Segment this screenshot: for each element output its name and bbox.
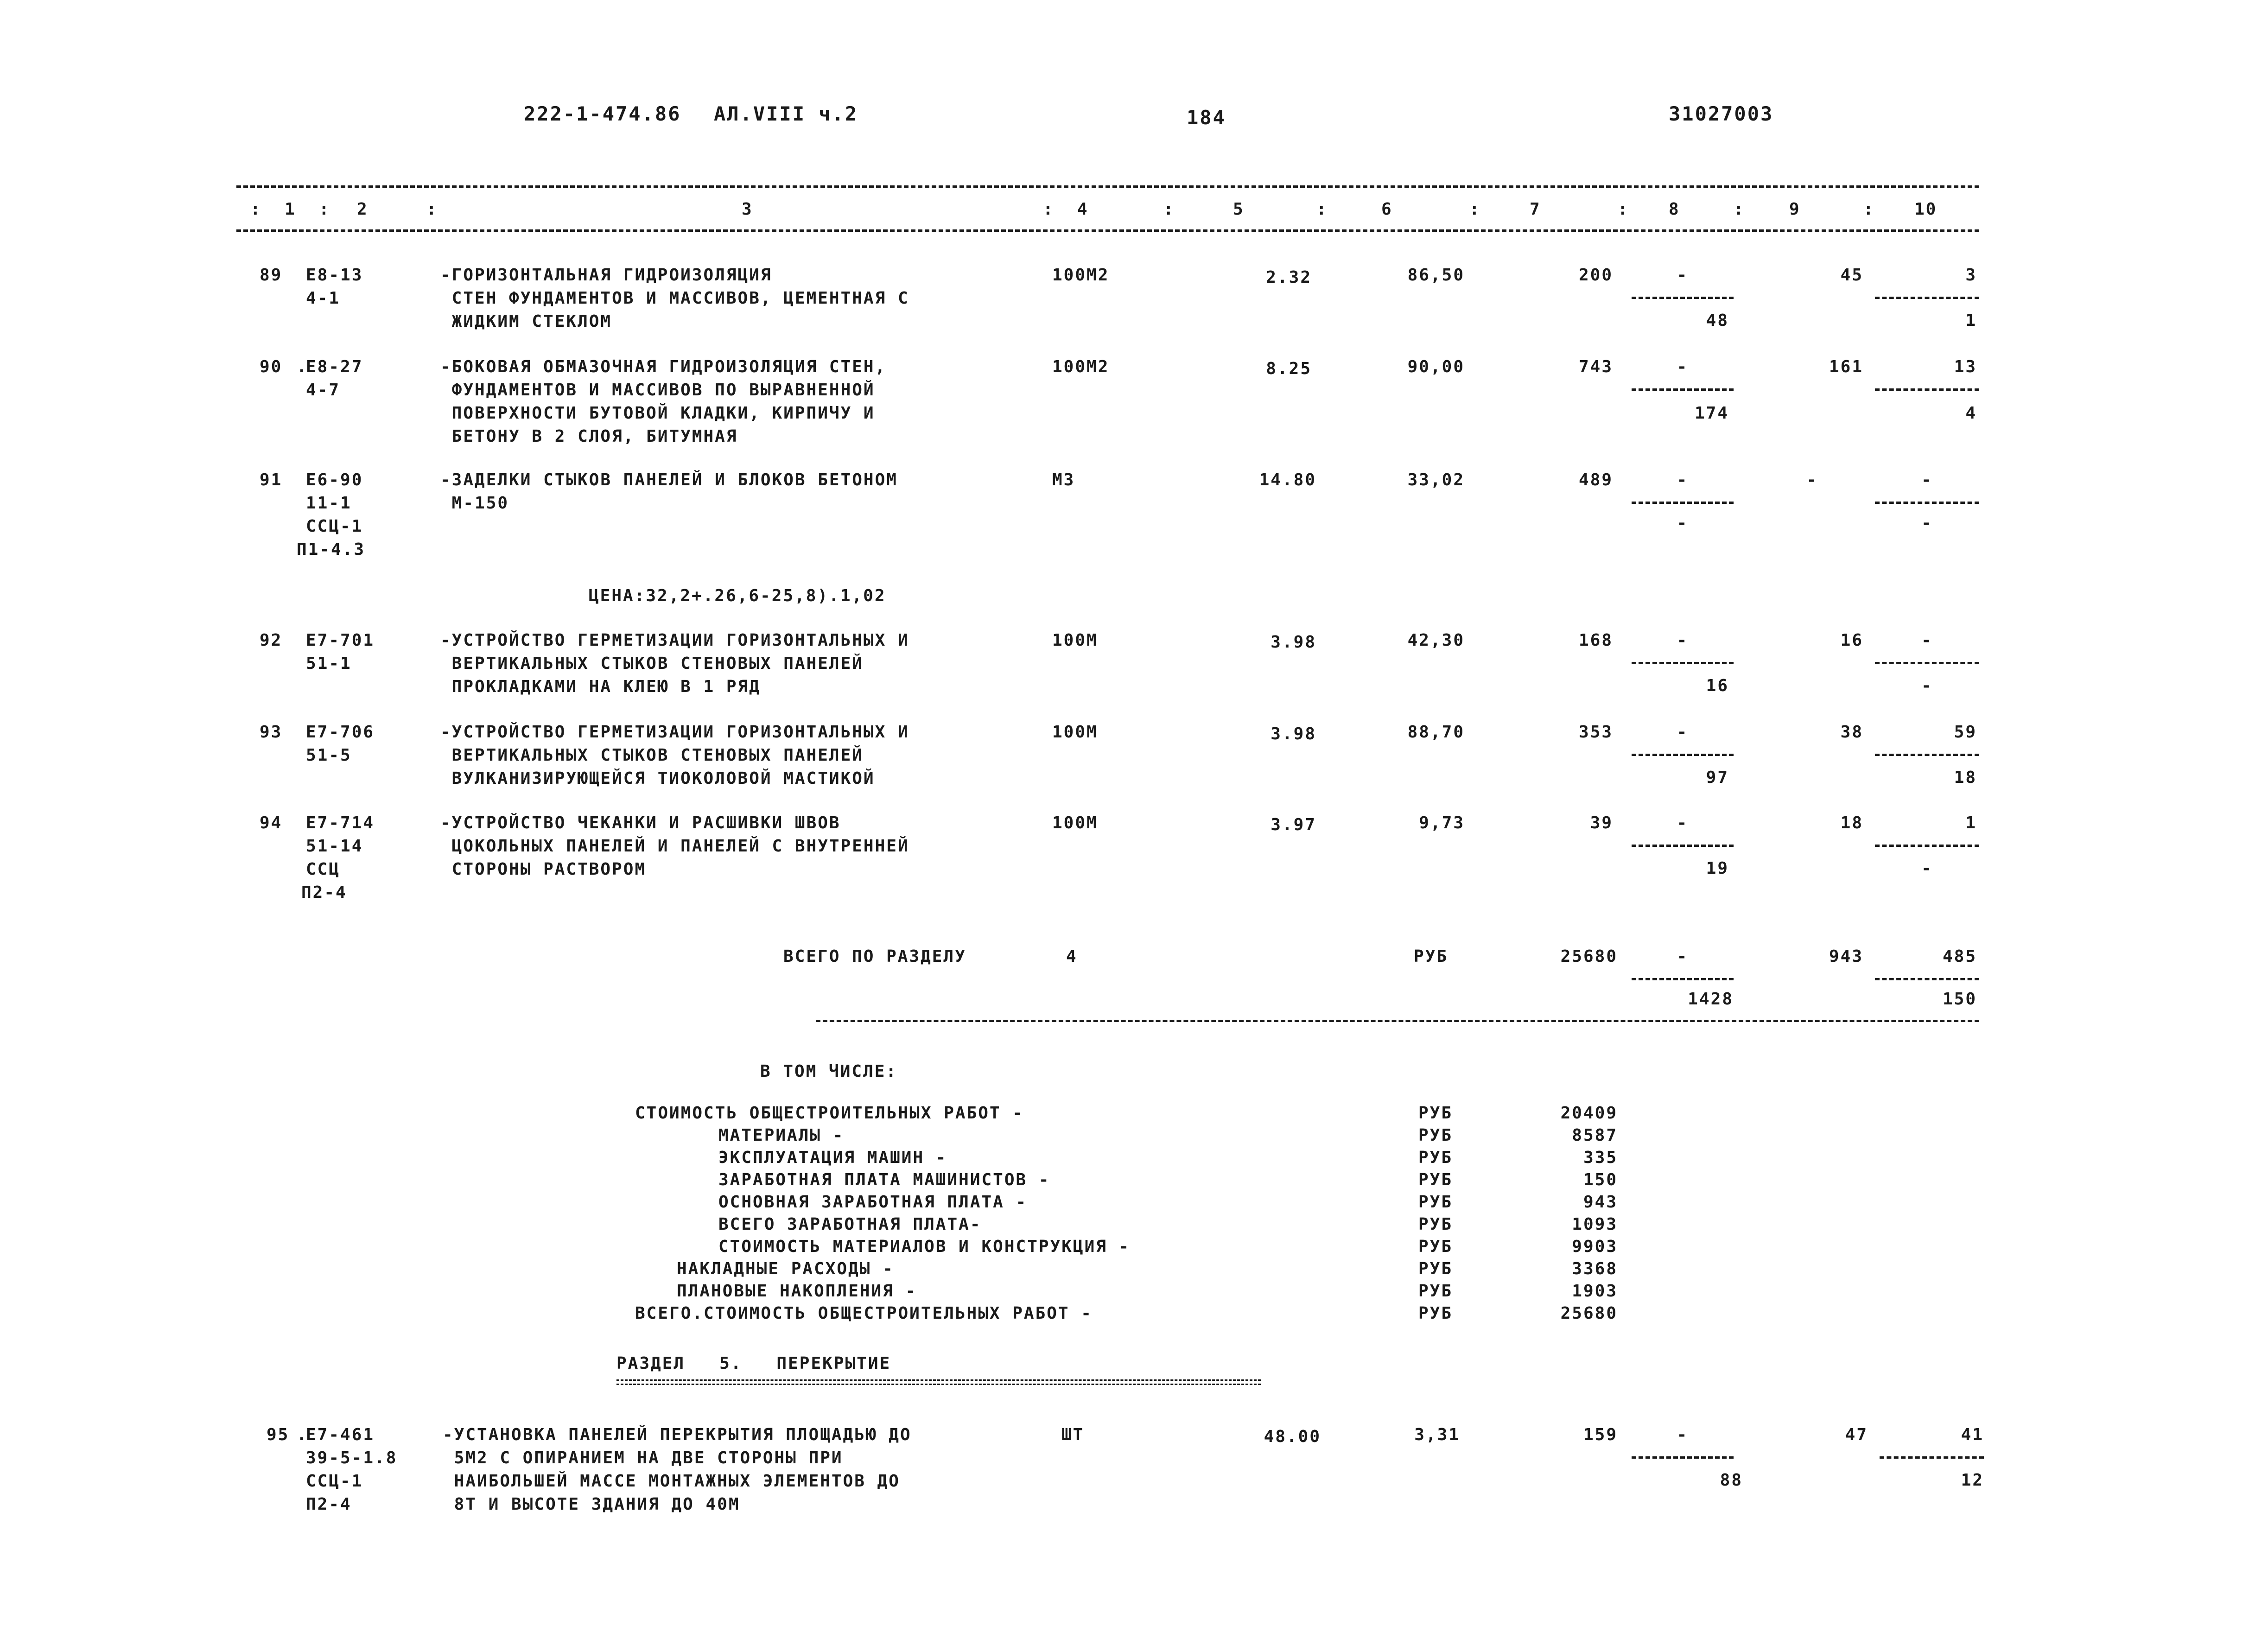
section-heading: РАЗДЕЛ 5. ПЕРЕКРЫТИЕ	[616, 1354, 891, 1373]
col10-top: 3	[1965, 266, 1977, 285]
fraction-line	[1632, 662, 1734, 664]
breakdown-value: 150	[1583, 1170, 1618, 1189]
row-code: 39-5-1.8	[306, 1448, 398, 1467]
breakdown-value: 1093	[1572, 1215, 1618, 1234]
col9-value: 16	[1840, 631, 1863, 650]
col-header: :	[1163, 200, 1175, 219]
row-total: 168	[1578, 631, 1613, 650]
col-header: 2	[357, 200, 368, 219]
row-quantity: 14.80	[1259, 470, 1316, 489]
fraction-line	[1632, 845, 1734, 847]
row-total: 353	[1578, 723, 1613, 742]
col-header: :	[1734, 200, 1745, 219]
col10-bottom: 1	[1965, 311, 1977, 330]
col10-top: 41	[1961, 1425, 1984, 1444]
col-header: :	[1469, 200, 1481, 219]
row-code: Е8-27	[306, 357, 363, 376]
row-code: ССЦ-1	[306, 1472, 363, 1491]
col-header: 9	[1789, 200, 1801, 219]
col9-value: -	[1806, 470, 1818, 489]
section-total-value: 25680	[1560, 947, 1618, 966]
row-code: ССЦ	[306, 860, 341, 879]
section-total-label: ВСЕГО ПО РАЗДЕЛУ	[783, 947, 966, 966]
row-code: 4-1	[306, 289, 341, 308]
col10-bottom: -	[1921, 676, 1933, 695]
col8-top: -	[1677, 631, 1689, 650]
col8-bottom: 48	[1706, 311, 1729, 330]
breakdown-label: НАКЛАДНЫЕ РАСХОДЫ -	[677, 1259, 894, 1278]
row-unit-price: 90,00	[1407, 357, 1465, 376]
col-header: :	[1863, 200, 1875, 219]
row-unit: 100М2	[1052, 357, 1110, 376]
fraction-line	[1875, 388, 1979, 391]
breakdown-label: ЗАРАБОТНАЯ ПЛАТА МАШИНИСТОВ -	[718, 1170, 1050, 1189]
row-description: -ГОРИЗОНТАЛЬНАЯ ГИДРОИЗОЛЯЦИЯ	[440, 266, 772, 285]
col9-value: 38	[1840, 723, 1863, 742]
fraction-line	[1632, 502, 1734, 504]
col8-bottom: 97	[1706, 768, 1729, 787]
row-code: Е8-13	[306, 266, 363, 285]
price-note: ЦЕНА:32,2+.26,6-25,8).1,02	[589, 586, 886, 605]
col8-top: -	[1677, 813, 1689, 832]
col8-top: -	[1677, 470, 1689, 489]
breakdown-label: СТОИМОСТЬ ОБЩЕСТРОИТЕЛЬНЫХ РАБОТ -	[635, 1104, 1024, 1123]
row-description: ЦОКОЛЬНЫХ ПАНЕЛЕЙ И ПАНЕЛЕЙ С ВНУТРЕННЕЙ	[440, 837, 909, 856]
breakdown-unit: РУБ	[1418, 1304, 1453, 1323]
fraction-line	[1632, 754, 1734, 756]
header-rule-top	[236, 185, 1979, 188]
row-description: ПРОКЛАДКАМИ НА КЛЕЮ В 1 РЯД	[440, 677, 761, 696]
col10-top: -	[1921, 470, 1933, 489]
breakdown-unit: РУБ	[1418, 1237, 1453, 1256]
breakdown-value: 335	[1583, 1148, 1618, 1167]
breakdown-label: ВСЕГО ЗАРАБОТНАЯ ПЛАТА-	[718, 1215, 982, 1234]
row-code: 51-1	[306, 654, 352, 673]
row-quantity: 48.00	[1264, 1427, 1321, 1446]
row-unit-price: 3,31	[1414, 1425, 1460, 1444]
breakdown-value: 25680	[1560, 1304, 1618, 1323]
page-number: 184	[1187, 106, 1226, 129]
breakdown-value: 943	[1583, 1193, 1618, 1212]
row-description: ВЕРТИКАЛЬНЫХ СТЫКОВ СТЕНОВЫХ ПАНЕЛЕЙ	[440, 654, 864, 673]
breakdown-label: ОСНОВНАЯ ЗАРАБОТНАЯ ПЛАТА -	[718, 1193, 1028, 1212]
col-header: 3	[742, 200, 753, 219]
col-header: :	[426, 200, 438, 219]
section-total-unit: РУБ	[1414, 947, 1448, 966]
row-code: ССЦ-1	[306, 517, 363, 536]
row-total: 743	[1578, 357, 1613, 376]
col8-bottom: 88	[1720, 1471, 1743, 1490]
doc-number: 31027003	[1669, 102, 1774, 125]
section-total-number: 4	[1066, 947, 1078, 966]
breakdown-value: 8587	[1572, 1126, 1618, 1145]
breakdown-label: ЭКСПЛУАТАЦИЯ МАШИН -	[718, 1148, 947, 1167]
fraction-line	[1632, 297, 1734, 299]
col10-top: 485	[1942, 947, 1977, 966]
row-description: ПОВЕРХНОСТИ БУТОВОЙ КЛАДКИ, КИРПИЧУ И	[440, 404, 875, 423]
row-description: 8Т И ВЫСОТЕ ЗДАНИЯ ДО 40М	[443, 1495, 740, 1514]
row-number: 94	[260, 813, 283, 832]
fraction-line	[1875, 845, 1979, 847]
col8-top: -	[1677, 357, 1689, 376]
row-total: 159	[1583, 1425, 1618, 1444]
row-unit-price: 33,02	[1407, 470, 1465, 489]
col-header: :	[1316, 200, 1328, 219]
section-heading-underline	[616, 1379, 1261, 1385]
col8-top: -	[1677, 266, 1689, 285]
breakdown-unit: РУБ	[1418, 1259, 1453, 1278]
row-code: 51-14	[306, 837, 363, 856]
header-rule-bottom	[236, 229, 1979, 232]
breakdown-value: 1903	[1572, 1282, 1618, 1301]
album-label: АЛ.VIII ч.2	[714, 102, 858, 125]
breakdown-value: 3368	[1572, 1259, 1618, 1278]
row-quantity: 2.32	[1266, 268, 1312, 287]
row-number: 95	[267, 1425, 290, 1444]
col-header: 10	[1914, 200, 1938, 219]
col-header: : 4	[1043, 200, 1089, 219]
fraction-line	[1880, 1456, 1984, 1459]
fraction-line	[1875, 662, 1979, 664]
breakdown-label: МАТЕРИАЛЫ -	[718, 1126, 845, 1145]
col10-top: -	[1921, 631, 1933, 650]
col10-bottom: -	[1921, 514, 1933, 533]
row-quantity: 3.98	[1271, 724, 1316, 743]
row-code: Е7-701	[306, 631, 375, 650]
row-code: Е7-714	[306, 813, 375, 832]
breakdown-value: 20409	[1560, 1104, 1618, 1123]
row-code: П2-4	[306, 1495, 352, 1514]
col9-value: 943	[1829, 947, 1863, 966]
row-total: 489	[1578, 470, 1613, 489]
row-number: 92	[260, 631, 283, 650]
fraction-line	[1875, 297, 1979, 299]
row-code-dot: .	[297, 1425, 308, 1444]
row-description: БЕТОНУ В 2 СЛОЯ, БИТУМНАЯ	[440, 427, 738, 446]
fraction-line	[1632, 1456, 1734, 1459]
col10-top: 13	[1954, 357, 1977, 376]
row-total: 39	[1590, 813, 1613, 832]
col9-value: 18	[1840, 813, 1863, 832]
col-header: 6	[1381, 200, 1393, 219]
col8-bottom: 19	[1706, 859, 1729, 878]
row-unit: 100М	[1052, 723, 1098, 742]
row-code: 11-1	[306, 494, 352, 513]
col-header: 5	[1233, 200, 1245, 219]
row-description: ВУЛКАНИЗИРУЮЩЕЙСЯ ТИОКОЛОВОЙ МАСТИКОЙ	[440, 769, 875, 788]
breakdown-value: 9903	[1572, 1237, 1618, 1256]
row-description: НАИБОЛЬШЕЙ МАССЕ МОНТАЖНЫХ ЭЛЕМЕНТОВ ДО	[443, 1472, 900, 1491]
col10-bottom: 18	[1954, 768, 1977, 787]
col10-bottom: 12	[1961, 1471, 1984, 1490]
col10-top: 59	[1954, 723, 1977, 742]
row-code: Е7-706	[306, 723, 375, 742]
row-description: -УСТРОЙСТВО ЧЕКАНКИ И РАСШИВКИ ШВОВ	[440, 813, 841, 832]
row-description: -УСТРОЙСТВО ГЕРМЕТИЗАЦИИ ГОРИЗОНТАЛЬНЫХ И	[440, 631, 909, 650]
row-number: 91	[260, 470, 283, 489]
row-unit-price: 42,30	[1407, 631, 1465, 650]
row-description: -УСТРОЙСТВО ГЕРМЕТИЗАЦИИ ГОРИЗОНТАЛЬНЫХ И	[440, 723, 909, 742]
row-code: Е6-90	[306, 470, 363, 489]
col8-top: -	[1677, 947, 1689, 966]
row-description: СТЕН ФУНДАМЕНТОВ И МАССИВОВ, ЦЕМЕНТНАЯ С	[440, 289, 909, 308]
row-unit: 100М2	[1052, 266, 1110, 285]
breakdown-unit: РУБ	[1418, 1104, 1453, 1123]
row-number: 89	[260, 266, 283, 285]
row-unit: 100М	[1052, 631, 1098, 650]
fraction-line	[1875, 502, 1979, 504]
breakdown-unit: РУБ	[1418, 1148, 1453, 1167]
row-description: М-150	[440, 494, 509, 513]
col8-top: -	[1677, 723, 1689, 742]
col10-bottom: -	[1921, 859, 1933, 878]
row-unit: М3	[1052, 470, 1075, 489]
row-code: Е7-461	[306, 1425, 375, 1444]
row-unit: 100М	[1052, 813, 1098, 832]
section-total-rule	[816, 1020, 1979, 1022]
col8-bottom: -	[1677, 514, 1689, 533]
row-code: 51-5	[306, 746, 352, 765]
row-description: -ЗАДЕЛКИ СТЫКОВ ПАНЕЛЕЙ И БЛОКОВ БЕТОНОМ	[440, 470, 898, 489]
col8-bottom: 16	[1706, 676, 1729, 695]
row-unit-price: 86,50	[1407, 266, 1465, 285]
col10-bottom: 4	[1965, 404, 1977, 423]
col10-bottom: 150	[1942, 990, 1977, 1009]
row-description: СТОРОНЫ РАСТВОРОМ	[440, 860, 647, 879]
breakdown-unit: РУБ	[1418, 1193, 1453, 1212]
row-description: ФУНДАМЕНТОВ И МАССИВОВ ПО ВЫРАВНЕННОЙ	[440, 381, 875, 400]
row-description: 5М2 С ОПИРАНИЕМ НА ДВЕ СТОРОНЫ ПРИ	[443, 1448, 843, 1467]
row-number: 90	[260, 357, 283, 376]
breakdown-label: ПЛАНОВЫЕ НАКОПЛЕНИЯ -	[677, 1282, 917, 1301]
fraction-line	[1632, 388, 1734, 391]
row-unit-price: 88,70	[1407, 723, 1465, 742]
col10-top: 1	[1965, 813, 1977, 832]
col9-value: 161	[1829, 357, 1863, 376]
row-code: П1-4.3	[297, 540, 366, 559]
row-quantity: 3.97	[1271, 815, 1316, 834]
breakdown-unit: РУБ	[1418, 1170, 1453, 1189]
row-unit: ШТ	[1061, 1425, 1085, 1444]
fraction-line	[1875, 754, 1979, 756]
fraction-line	[1632, 978, 1734, 980]
breakdown-label: СТОИМОСТЬ МАТЕРИАЛОВ И КОНСТРУКЦИЯ -	[718, 1237, 1131, 1256]
col9-value: 47	[1845, 1425, 1868, 1444]
row-unit-price: 9,73	[1419, 813, 1465, 832]
breakdown-unit: РУБ	[1418, 1126, 1453, 1145]
col8-bottom: 1428	[1688, 990, 1734, 1009]
row-code: 4-7	[306, 381, 341, 400]
col8-top: -	[1677, 1425, 1689, 1444]
col9-value: 45	[1840, 266, 1863, 285]
row-quantity: 8.25	[1266, 359, 1312, 378]
col8-bottom: 174	[1694, 404, 1729, 423]
row-description: ВЕРТИКАЛЬНЫХ СТЫКОВ СТЕНОВЫХ ПАНЕЛЕЙ	[440, 746, 864, 765]
breakdown-label: ВСЕГО.СТОИМОСТЬ ОБЩЕСТРОИТЕЛЬНЫХ РАБОТ -	[635, 1304, 1093, 1323]
row-description: -УСТАНОВКА ПАНЕЛЕЙ ПЕРЕКРЫТИЯ ПЛОЩАДЬЮ ДО	[443, 1425, 912, 1444]
breakdown-heading: В ТОМ ЧИСЛЕ:	[760, 1062, 898, 1081]
row-description: -БОКОВАЯ ОБМАЗОЧНАЯ ГИДРОИЗОЛЯЦИЯ СТЕН,	[440, 357, 887, 376]
breakdown-unit: РУБ	[1418, 1215, 1453, 1234]
col-header: 8	[1669, 200, 1680, 219]
col-header: : 1 :	[250, 200, 330, 219]
doc-code: 222-1-474.86	[524, 102, 681, 125]
row-code-dot: .	[297, 357, 308, 376]
col-header: :	[1618, 200, 1629, 219]
row-description: ЖИДКИМ СТЕКЛОМ	[440, 312, 612, 331]
row-total: 200	[1578, 266, 1613, 285]
row-code: П2-4	[301, 883, 347, 902]
breakdown-unit: РУБ	[1418, 1282, 1453, 1301]
row-number: 93	[260, 723, 283, 742]
row-quantity: 3.98	[1271, 633, 1316, 652]
fraction-line	[1875, 978, 1979, 980]
col-header: 7	[1530, 200, 1541, 219]
